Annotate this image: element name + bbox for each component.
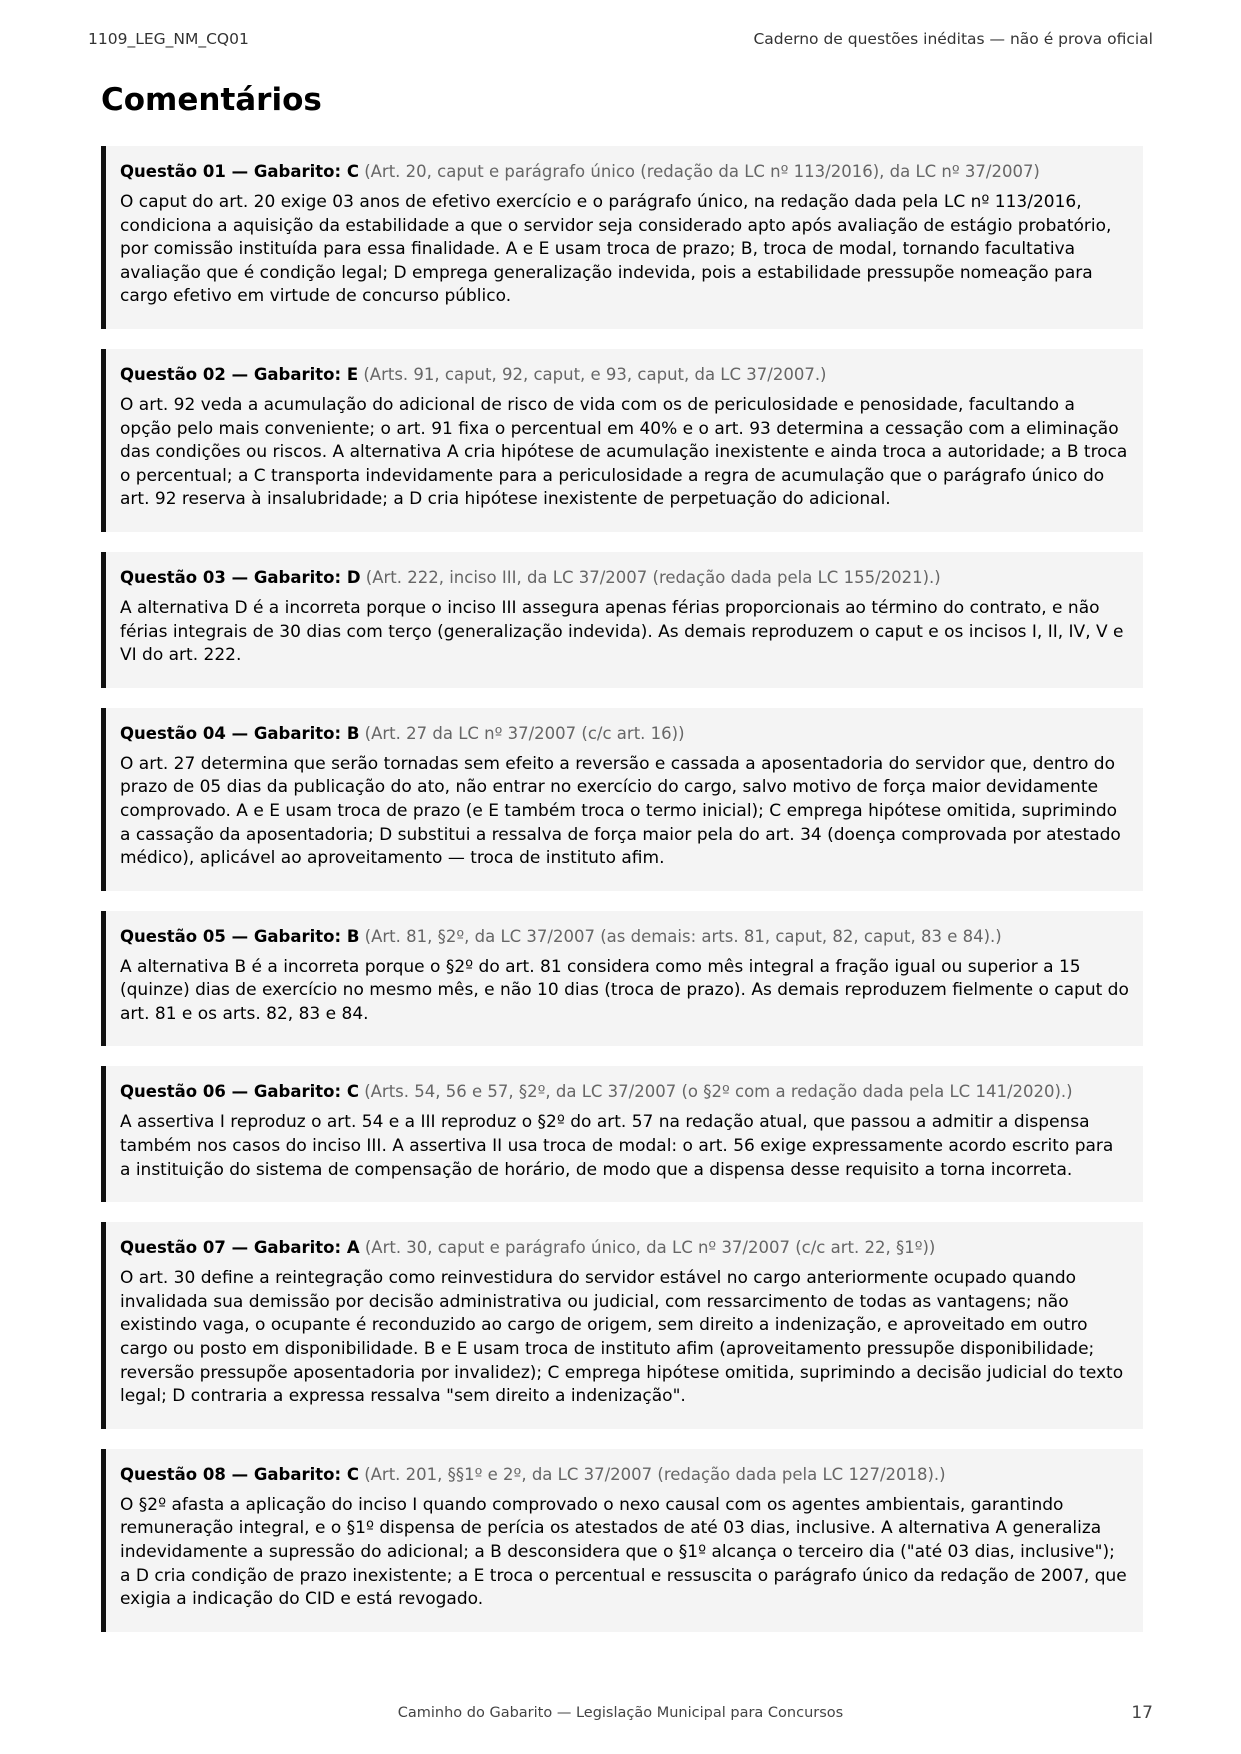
comment-heading — [120, 723, 1129, 745]
legal-reference: (Art. 81, §2º, da LC 37/2007 (as demais: arts. 81, caput, 82, caput, 83 e 84).) — [364, 926, 1002, 946]
comment-block — [101, 1066, 1143, 1202]
legal-reference: (Arts. 54, 56 e 57, §2º, da LC 37/2007 (o §2º com a redação dada pela LC 141/2020).) — [364, 1082, 1073, 1102]
comment-heading — [120, 567, 1129, 589]
document-code: 1109_LEG_NM_CQ01 — [88, 30, 249, 48]
comment-heading — [120, 161, 1129, 183]
comment-block — [101, 1222, 1143, 1429]
question-answer-title: Questão 01 — Gabarito: C — [120, 162, 359, 181]
comment-text: O art. 27 determina que serão tornadas sem efeito a reversão e cassada a aposentadoria do servidor que, dentro do prazo de 05 dias da publicação do ato, não entrar no exercício do cargo, salvo motivo de força maior devidamente comprovado. A e E usam troca de prazo (e E também troca o termo inicial); C emprega hipótese omitida, suprimindo a cassação da aposentadoria; D substitui a ressalva de força maior pela do art. 34 (doença comprovada por atestado médico), aplicável ao aproveitamento — troca de instituto afim. — [120, 753, 1121, 869]
comment-block — [101, 349, 1143, 532]
comments-list — [101, 146, 1143, 1652]
page-footer — [88, 1703, 1153, 1725]
comment-heading — [120, 926, 1129, 948]
comment-heading — [120, 1081, 1129, 1103]
question-answer-title: Questão 08 — Gabarito: C — [120, 1464, 359, 1484]
comment-text: O caput do art. 20 exige 03 anos de efetivo exercício e o parágrafo único, na redação dada pela LC nº 113/2016, condiciona a aquisição da estabilidade a que o servidor seja considerado apto após avaliação de estágio probatório, por comissão instituída para essa finalidade. A e E usam troca de prazo; B, troca de modal, tornando facultativa avaliação que é condição legal; D emprega generalização indevida, pois a estabilidade pressupõe nomeação para cargo efetivo em virtude de concurso público. — [120, 192, 1112, 307]
comment-text: A assertiva I reproduz o art. 54 e a III reproduz o §2º do art. 57 na redação atual, que passou a admitir a dispensa também nos casos do inciso III. A assertiva II usa troca de modal: o art. 56 exige expressamente acordo escrito para a instituição do sistema de compensação de horário, de modo que a dispensa desse requisito a torna incorreta. — [120, 1112, 1114, 1180]
question-answer-title: Questão 03 — Gabarito: D — [120, 567, 361, 587]
section-title: Comentários — [101, 82, 322, 118]
comment-block — [101, 146, 1143, 329]
question-answer-title: Questão 04 — Gabarito: B — [120, 723, 360, 743]
legal-reference: (Art. 27 da LC nº 37/2007 (c/c art. 16)) — [364, 723, 685, 743]
comment-block — [101, 911, 1143, 1047]
question-answer-title: Questão 07 — Gabarito: A — [120, 1238, 360, 1258]
comment-text: O art. 30 define a reintegração como reinvestidura do servidor estável no cargo anteriormente ocupado quando invalidada sua demissão por decisão administrativa ou judicial, com ressarcimento de todas as vantagens; não existindo vaga, o ocupante é reconduzido ao cargo de origem, sem direito a indenização, e aproveitado em outro cargo ou posto em disponibilidade. B e E usam troca de instituto afim (aproveitamento pressupõe disponibilidade; reversão pressupõe aposentadoria por invalidez); C emprega hipótese omitida, suprimindo a decisão judicial do texto legal; D contraria a expressa ressalva "sem direito a indenização". — [120, 1268, 1124, 1407]
comment-block — [101, 708, 1143, 891]
question-answer-title: Questão 02 — Gabarito: E — [120, 364, 359, 384]
footer-text: Caminho do Gabarito — Legislação Municipal para Concursos — [397, 1705, 844, 1721]
question-answer-title: Questão 05 — Gabarito: B — [120, 926, 360, 946]
comment-text: A alternativa B é a incorreta porque o §2º do art. 81 considera como mês integral a fração igual ou superior a 15 (quinze) dias de exercício no mesmo mês, e não 10 dias (troca de prazo). As demais reproduzem fielmente o caput do art. 81 e os arts. 82, 83 e 84. — [120, 956, 1129, 1024]
comment-text: O §2º afasta a aplicação do inciso I quando comprovado o nexo causal com os agentes ambientais, garantindo remuneração integral, e o §1º dispensa de perícia os atestados de até 03 dias, inclusive. A alternativa A generaliza indevidamente a supressão do adicional; a B desconsidera que o §1º alcança o terceiro dia ("até 03 dias, inclusive"); a D cria condição de prazo inexistente; a E troca o percentual e ressuscita o parágrafo único da redação de 2007, que exigia a indicação do CID e está revogado. — [120, 1494, 1127, 1610]
comment-text: O art. 92 veda a acumulação do adicional de risco de vida com os de periculosidade e penosidade, facultando a opção pelo mais conveniente; o art. 91 fixa o percentual em 40% e o art. 93 determina a cessação com a eliminação das condições ou riscos. A alternativa A cria hipótese de acumulação inexistente e ainda troca a autoridade; a B troca o percentual; a C transporta indevidamente para a periculosidade a regra de acumulação que o parágrafo único do art. 92 reserva à insalubridade; a D cria hipótese inexistente de perpetuação do adicional. — [120, 394, 1128, 510]
comment-block — [101, 552, 1143, 688]
comment-text: A alternativa D é a incorreta porque o inciso III assegura apenas férias proporcionais ao término do contrato, e não férias integrais de 30 dias com terço (generalização indevida). As demais reproduzem o caput e os incisos I, II, IV, V e VI do art. 222. — [120, 597, 1124, 666]
comment-heading — [120, 1464, 1129, 1486]
document-notice: Caderno de questões inéditas — não é prova oficial — [753, 30, 1153, 48]
page-header — [88, 30, 1153, 52]
legal-reference: (Art. 222, inciso III, da LC 37/2007 (redação dada pela LC 155/2021).) — [365, 567, 941, 587]
comment-block — [101, 1449, 1143, 1632]
comment-heading — [120, 364, 1129, 386]
question-answer-title: Questão 06 — Gabarito: C — [120, 1082, 359, 1102]
legal-reference: (Arts. 91, caput, 92, caput, e 93, caput, da LC 37/2007.) — [363, 364, 827, 384]
legal-reference: (Art. 20, caput e parágrafo único (redação da LC nº 113/2016), da LC nº 37/2007) — [364, 162, 1040, 181]
page-number: 17 — [1131, 1703, 1153, 1723]
legal-reference: (Art. 30, caput e parágrafo único, da LC nº 37/2007 (c/c art. 22, §1º)) — [364, 1238, 936, 1258]
legal-reference: (Art. 201, §§1º e 2º, da LC 37/2007 (redação dada pela LC 127/2018).) — [364, 1464, 946, 1484]
comment-heading — [120, 1237, 1129, 1259]
